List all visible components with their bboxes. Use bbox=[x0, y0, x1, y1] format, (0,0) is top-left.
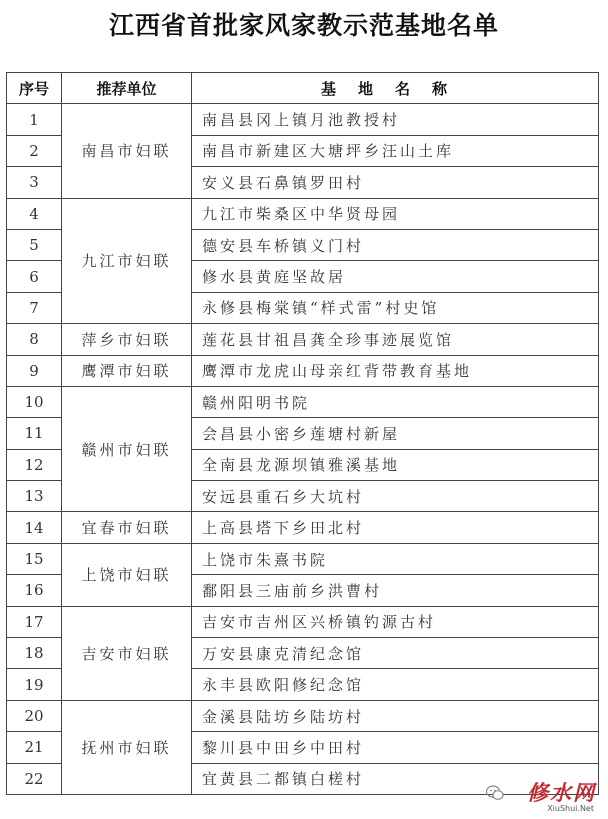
base-name: 全南县龙源坝镇雅溪基地 bbox=[192, 449, 599, 480]
recommending-unit: 萍乡市妇联 bbox=[62, 324, 192, 355]
watermark-logo-text: 修水网 bbox=[527, 780, 596, 805]
row-index: 8 bbox=[7, 324, 62, 355]
row-index: 9 bbox=[7, 355, 62, 386]
base-name: 会昌县小密乡莲塘村新屋 bbox=[192, 418, 599, 449]
base-name: 南昌县冈上镇月池教授村 bbox=[192, 104, 599, 135]
base-name: 莲花县甘祖昌龚全珍事迹展览馆 bbox=[192, 324, 599, 355]
row-index: 13 bbox=[7, 481, 62, 512]
base-name: 九江市柴桑区中华贤母园 bbox=[192, 198, 599, 229]
row-index: 17 bbox=[7, 606, 62, 637]
base-list-table bbox=[6, 72, 599, 795]
row-index: 3 bbox=[7, 167, 62, 198]
table-row bbox=[7, 104, 599, 135]
recommending-unit: 南昌市妇联 bbox=[62, 104, 192, 198]
table-row bbox=[7, 512, 599, 543]
row-index: 22 bbox=[7, 763, 62, 794]
base-name: 安义县石鼻镇罗田村 bbox=[192, 167, 599, 198]
base-name: 赣州阳明书院 bbox=[192, 386, 599, 417]
row-index: 5 bbox=[7, 229, 62, 260]
table-header-row bbox=[7, 73, 599, 104]
base-name: 万安县康克清纪念馆 bbox=[192, 638, 599, 669]
recommending-unit: 吉安市妇联 bbox=[62, 606, 192, 700]
row-index: 16 bbox=[7, 575, 62, 606]
row-index: 12 bbox=[7, 449, 62, 480]
header-unit: 推荐单位 bbox=[62, 73, 192, 104]
base-name: 永丰县欧阳修纪念馆 bbox=[192, 669, 599, 700]
row-index: 18 bbox=[7, 638, 62, 669]
base-name: 上饶市朱熹书院 bbox=[192, 543, 599, 574]
table-body bbox=[7, 104, 599, 795]
row-index: 11 bbox=[7, 418, 62, 449]
row-index: 19 bbox=[7, 669, 62, 700]
recommending-unit: 九江市妇联 bbox=[62, 198, 192, 324]
table-row bbox=[7, 543, 599, 574]
base-name: 安远县重石乡大坑村 bbox=[192, 481, 599, 512]
base-name: 修水县黄庭坚故居 bbox=[192, 261, 599, 292]
base-name: 宜黄县二都镇白槎村 bbox=[192, 763, 599, 794]
recommending-unit: 抚州市妇联 bbox=[62, 700, 192, 794]
table-row bbox=[7, 355, 599, 386]
recommending-unit: 上饶市妇联 bbox=[62, 543, 192, 606]
table-row bbox=[7, 700, 599, 731]
row-index: 1 bbox=[7, 104, 62, 135]
base-name: 上高县塔下乡田北村 bbox=[192, 512, 599, 543]
row-index: 20 bbox=[7, 700, 62, 731]
header-name: 基地名称 bbox=[192, 73, 599, 104]
recommending-unit: 鹰潭市妇联 bbox=[62, 355, 192, 386]
wechat-icon bbox=[486, 785, 504, 801]
recommending-unit: 宜春市妇联 bbox=[62, 512, 192, 543]
base-name: 鄱阳县三庙前乡洪曹村 bbox=[192, 575, 599, 606]
row-index: 15 bbox=[7, 543, 62, 574]
table-row bbox=[7, 606, 599, 637]
row-index: 10 bbox=[7, 386, 62, 417]
site-watermark bbox=[486, 777, 598, 811]
page-title: 江西省首批家风家教示范基地名单 bbox=[108, 11, 499, 40]
row-index: 4 bbox=[7, 198, 62, 229]
row-index: 14 bbox=[7, 512, 62, 543]
base-name: 吉安市吉州区兴桥镇钓源古村 bbox=[192, 606, 599, 637]
table-row bbox=[7, 198, 599, 229]
base-name: 金溪县陆坊乡陆坊村 bbox=[192, 700, 599, 731]
table-row bbox=[7, 386, 599, 417]
base-name: 鹰潭市龙虎山母亲红背带教育基地 bbox=[192, 355, 599, 386]
row-index: 21 bbox=[7, 732, 62, 763]
base-name: 黎川县中田乡中田村 bbox=[192, 732, 599, 763]
watermark-url: XiuShui.Net bbox=[547, 804, 594, 813]
base-name: 南昌市新建区大塘坪乡汪山土库 bbox=[192, 135, 599, 166]
recommending-unit: 赣州市妇联 bbox=[62, 386, 192, 512]
header-index: 序号 bbox=[7, 73, 62, 104]
row-index: 6 bbox=[7, 261, 62, 292]
row-index: 7 bbox=[7, 292, 62, 323]
table-row bbox=[7, 324, 599, 355]
row-index: 2 bbox=[7, 135, 62, 166]
base-name: 永修县梅棠镇“样式雷”村史馆 bbox=[192, 292, 599, 323]
base-name: 德安县车桥镇义门村 bbox=[192, 229, 599, 260]
